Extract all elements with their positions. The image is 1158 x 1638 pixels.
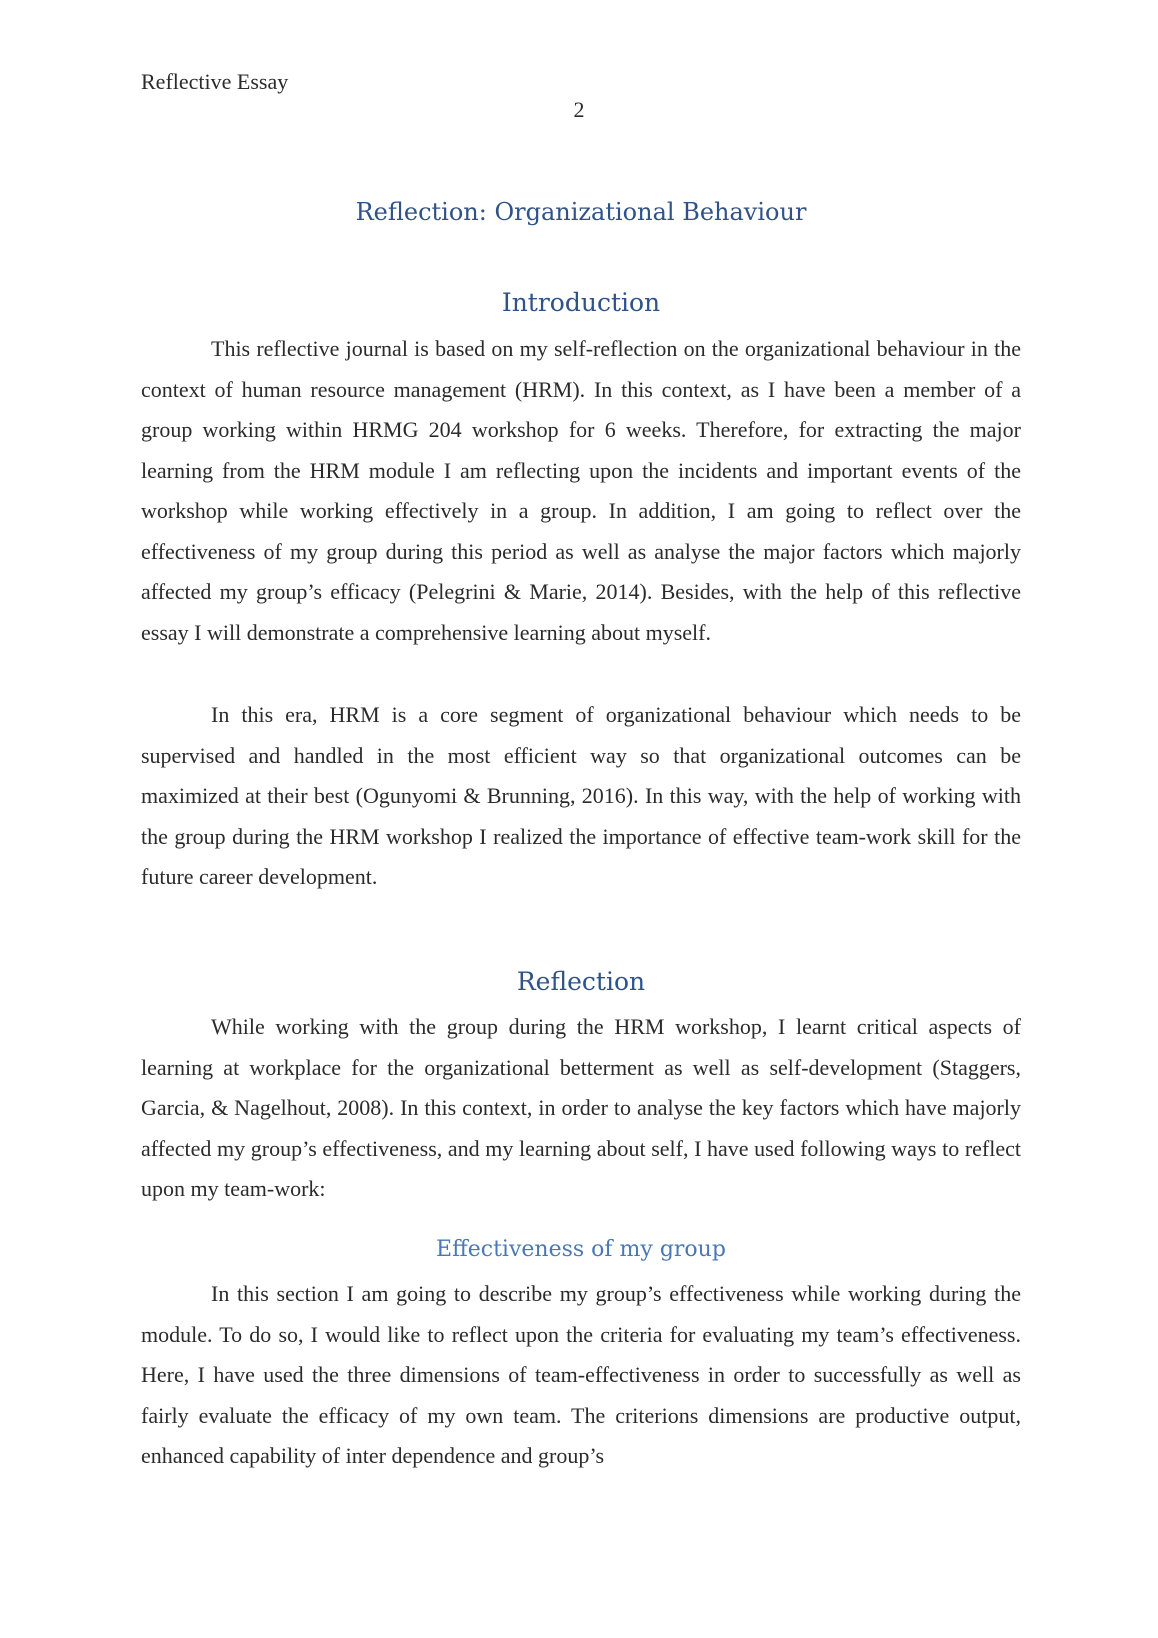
section-heading-introduction: Introduction — [501, 288, 661, 317]
document-title: Reflection: Organizational Behaviour — [355, 198, 807, 226]
page-number: 2 — [573, 97, 585, 122]
paragraph-effectiveness-1: In this section I am going to describe my group’s effectiveness while working during the module. To do so, I would like to reflect upon the criteria for evaluating my team’s effectiveness. Here, I have used the three dimensions of team-effectiveness in order to successfully as well as fairly evaluate the efficacy of my own team. The criterions dimensions are productive output, enhanced capability of inter dependence and group’s — [141, 1281, 1021, 1468]
section-heading-reflection: Reflection — [516, 967, 646, 996]
paragraph-reflection-1: While working with the group during the HRM workshop, I learnt critical aspects of learning at workplace for the organizational betterment as well as self-development (Staggers, Garcia, & Nagelhout, 2008). In this context, in order to analyse the key factors which have majorly affected my group’s effectiveness, and my learning about self, I have used following ways to reflect upon my team-work: — [141, 1014, 1021, 1201]
paragraph-introduction-1: This reflective journal is based on my self-reflection on the organizational behaviour in the context of human resource management (HRM). In this context, as I have been a member of a group working within HRMG 204 workshop for 6 weeks. Therefore, for extracting the major learning from the HRM module I am reflecting upon the incidents and important events of the workshop while working effectively in a group. In addition, I am going to reflect over the effectiveness of my group during this period as well as analyse the major factors which majorly affected my group’s efficacy (Pelegrini & Marie, 2014). Besides, with the help of this reflective essay I will demonstrate a comprehensive learning about myself. — [141, 336, 1021, 645]
running-header: Reflective Essay — [141, 69, 289, 94]
subsection-heading-effectiveness: Effectiveness of my group — [436, 1237, 726, 1262]
paragraph-introduction-2: In this era, HRM is a core segment of organizational behaviour which needs to be supervised and handled in the most efficient way so that organizational outcomes can be maximized at their best (Ogunyomi & Brunning, 2016). In this way, with the help of working with the group during the HRM workshop I realized the importance of effective team-work skill for the future career development. — [141, 702, 1021, 889]
